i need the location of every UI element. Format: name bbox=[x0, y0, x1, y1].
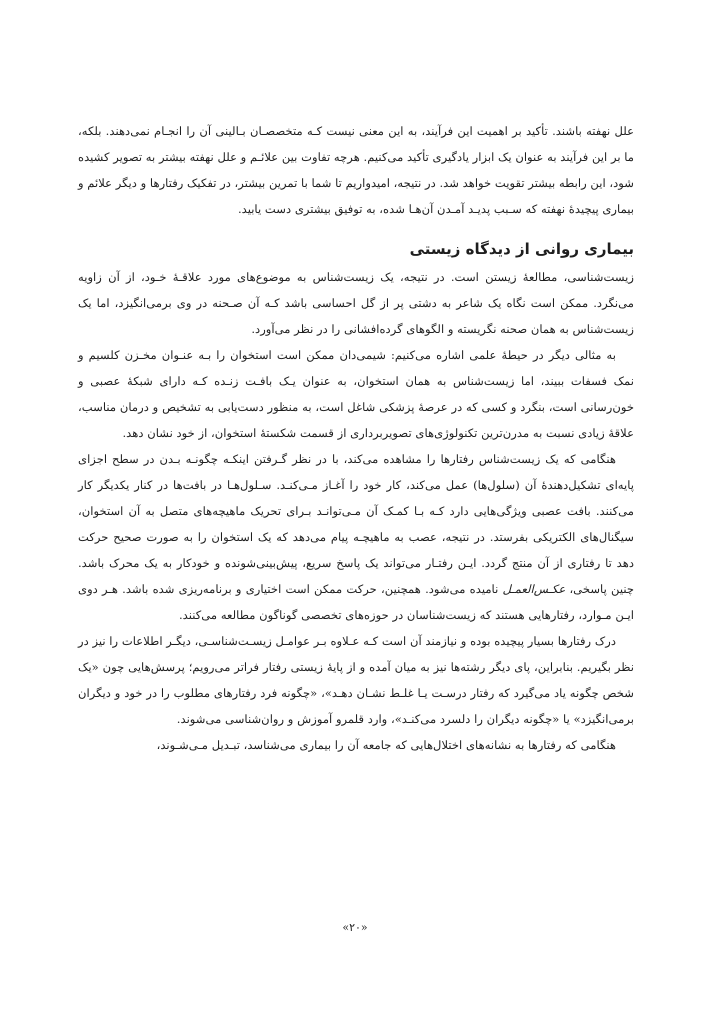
intro-paragraph: علل نهفته باشند. تأکید بر اهمیت این فرآیند، به این معنی نیست کـه متخصصـان بـالینی آن را انجـام نمی‌دهند. بلکه، ما بر این فرآیند به عنوان یک ابزار یادگیری تأکید می‌کنیم. هرچه تفاوت بین علائـم و علل نهفته بیشتر به تصویر کشیده شود، این رابطه بیشتر تقویت خواهد شد. در نتیجه، امیدواریم تا شما با تمرین بیشتر، در تفکیک رفتارها و دیگر علائم و بیماری پیچیدهٔ نهفته که سـبب پدیـد آمـدن آن‌هـا شده، به توفیق بیشتری دست یابید. bbox=[78, 124, 634, 216]
paragraph-3-text-before-term: هنگامی که یک زیست‌شناس رفتارها را مشاهده می‌کند، با در نظر گـرفتن اینکـه چگونـه بـدن در سطح اجزای پایه‌ای تشکیل‌دهندهٔ آن (سلول‌ها) عمل می‌کند، کار خود را آغـاز مـی‌کنـد. سـلول‌هـا در بافت‌ها در کنار یکدیگر کار می‌کنند. بافت عصبی ویژگی‌هایی دارد کـه بـا کمـک آن مـی‌توانـد بـرای تحریک ماهیچه‌های متصل به آن استخوان، سیگنال‌های الکتریکی بفرستد. در نتیجه، عصب به ماهیچـه پیام می‌دهد که یک استخوان را به صورت صحیح حرکت دهد تا رفتاری از آن منتج گردد. ایـن رفتـار می‌تواند یک پاسخ سریع، پیش‌بینی‌شونده و خودکار به یک محرک باشد. چنین پاسخی، bbox=[78, 452, 634, 596]
section-paragraph-5: هنگامی که رفتارها به نشانه‌های اختلال‌هایی که جامعه آن را بیماری می‌شناسد، تبـدیل مـی‌شـوند، bbox=[156, 738, 616, 752]
section-heading: بیماری روانی از دیدگاه زیستی bbox=[409, 240, 634, 258]
paragraph-3-text-after-term: نامیده می‌شود. همچنین، حرکت ممکن است اختیاری و برنامه‌ریزی شده باشد. هـر دوی ایـن مـوارد، رفتارهایی هستند که زیست‌شناسان در حوزه‌های تخصصی گوناگون مطالعه می‌کنند. bbox=[78, 582, 634, 622]
section-paragraph-3 bbox=[78, 446, 634, 628]
section-paragraph-4: درک رفتارها بسیار پیچیده بوده و نیازمند آن است کـه عـلاوه بـر عوامـل زیسـت‌شناسـی، دیگـر اطلاعات را نیز در نظر بگیریم. بنابراین، پای دیگر رشته‌ها نیز به میان آمده و از پایهٔ زیستی رفتار فراتر می‌رویم؛ پرسش‌هایی چون «یک شخص چگونه یاد می‌گیرد که رفتار درسـت یـا غلـط نشـان دهـد»، «چگونه فرد رفتارهای مطلوب را در خود و دیگران برمی‌انگیزد» یا «چگونه دیگران را دلسرد می‌کنـد»، وارد قلمرو آموزش و روان‌شناسی می‌شوند. bbox=[78, 634, 634, 726]
page-number: «۲۰» bbox=[342, 921, 368, 934]
section-paragraph-1: زیست‌شناسی، مطالعهٔ زیستن است. در نتیجه، یک زیست‌شناس به موضوع‌های مورد علاقـهٔ خـود، از آن زاویه می‌نگرد. ممکن است نگاه یک شاعر به دشتی پر از گل احساسی باشد کـه آن صـحنه در وی برمی‌انگیزد، اما یک زیست‌شناس به همان صحنه نگریسته و الگوهای گرده‌افشانی را در نظر می‌آورد. bbox=[78, 270, 634, 336]
document-page bbox=[78, 118, 634, 758]
section-paragraph-2: به مثالی دیگر در حیطهٔ علمی اشاره می‌کنیم: شیمی‌دان ممکن است استخوان را بـه عنـوان مخـزن کلسیم و نمک فسفات ببیند، اما زیست‌شناس به همان استخوان، به عنوان یـک بافـت زنـده کـه دارای شبکهٔ عصبی و خون‌رسانی است، بنگرد و کسی که در عرصهٔ پزشکی شاغل است، به منظور دست‌یابی به تشخیص و درمان مناسب، علاقهٔ زیادی نسبت به مدرن‌ترین تکنولوژی‌های تصویربرداری از قسمت شکستهٔ استخوان، از خود نشان دهد. bbox=[78, 348, 634, 440]
italic-term-reflex: عکـس‌العمـل bbox=[502, 582, 566, 596]
